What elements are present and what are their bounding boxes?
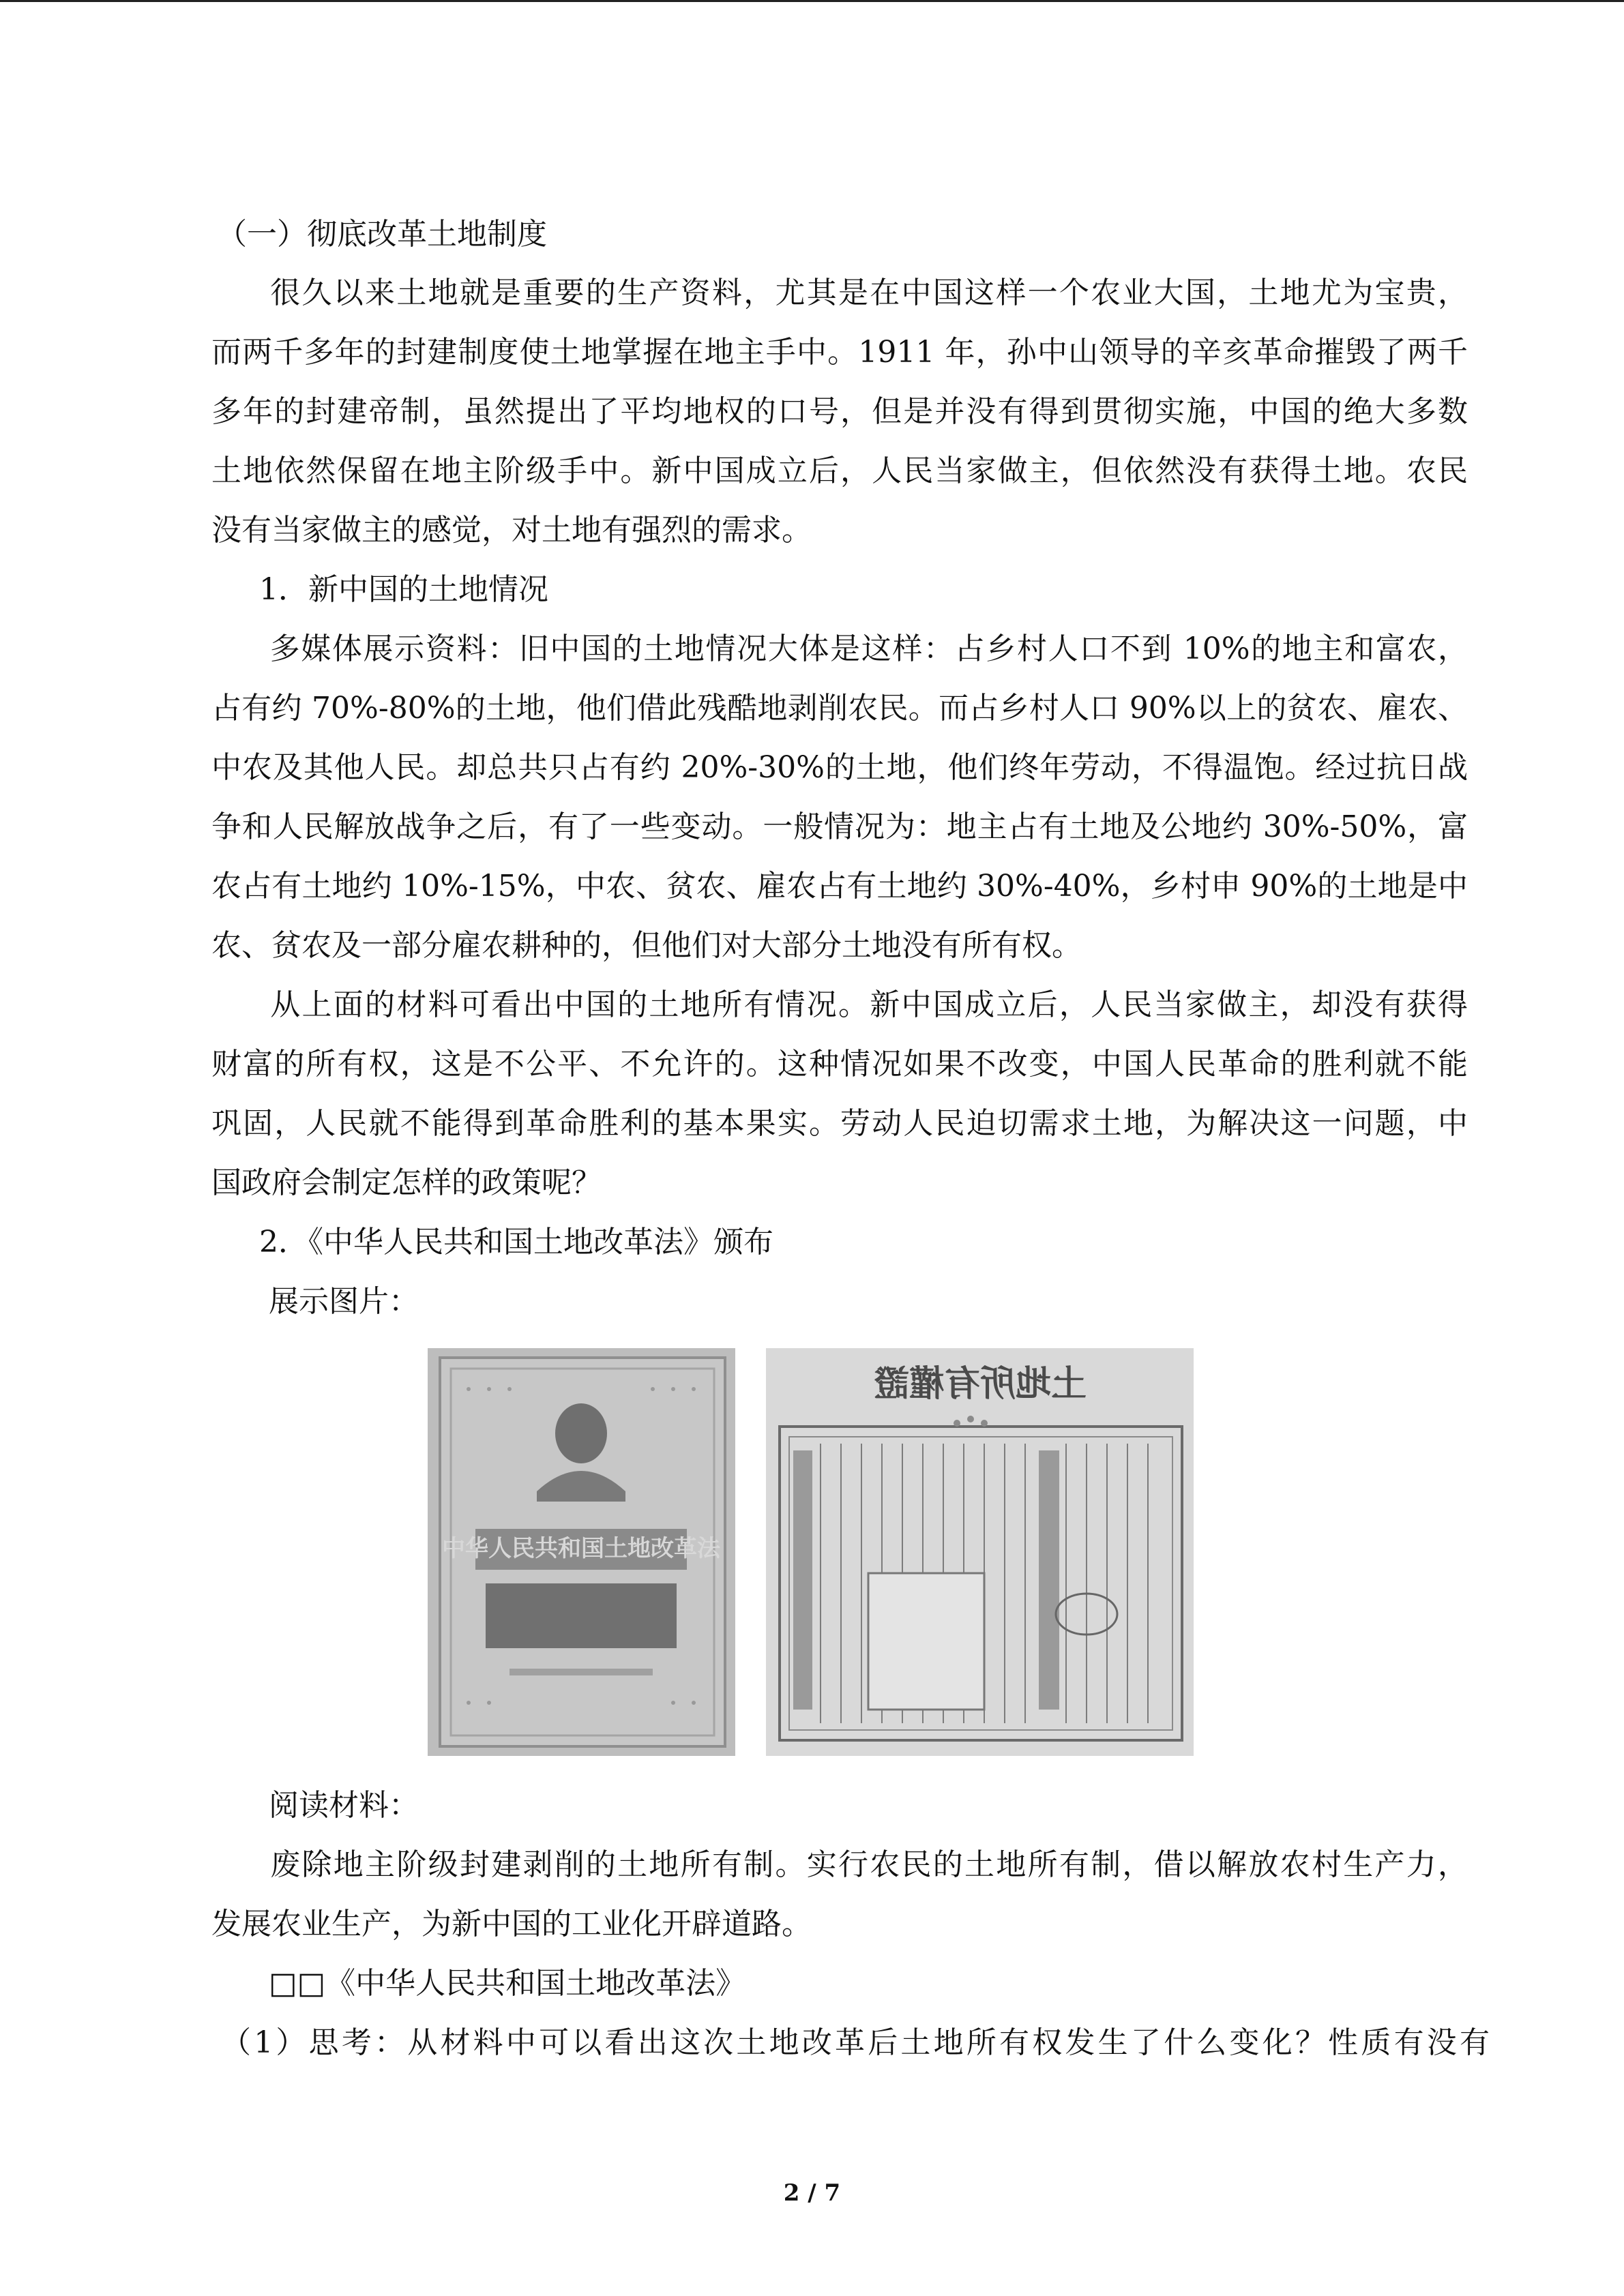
- paragraph-line: 没有当家做主的感觉，对土地有强烈的需求。: [211, 513, 812, 548]
- land-reform-law-book-photo: [428, 1348, 735, 1756]
- paragraph-line: 争和人民解放战争之后，有了一些变动。一般情况为：地主占有土地及公地约 30%-50%，富: [211, 809, 1468, 844]
- paragraph-line: 发展农业生产，为新中国的工业化开辟道路。: [211, 1907, 812, 1941]
- paragraph-line: 中农及其他人民。却总共只占有约 20%-30%的土地，他们终年劳动，不得温饱。经过抗日战: [211, 750, 1468, 785]
- paragraph-line: 占有约 70%-80%的土地，他们借此残酷地剥削农民。而占乡村人口 90%以上的贫农、雇农、: [211, 691, 1468, 726]
- paragraph-line: 农、贫农及一部分雇农耕种的，但他们对大部分土地没有所有权。: [211, 928, 1082, 963]
- page-number: 2 / 7: [783, 2179, 841, 2207]
- paragraph-line: 土地依然保留在地主阶级手中。新中国成立后，人民当家做主，但依然没有获得土地。农民: [211, 453, 1468, 488]
- paragraph-line: 很久以来土地就是重要的生产资料，尤其是在中国这样一个农业大国，土地尤为宝贵，: [269, 275, 1468, 310]
- paragraph-line: 阅读材料：: [269, 1788, 419, 1823]
- paragraph-line: （1）思考：从材料中可以看出这次土地改革后土地所有权发生了什么变化？性质有没有: [221, 2025, 1490, 2060]
- paragraph-line: 而两千多年的封建制度使土地掌握在地主手中。1911 年，孙中山领导的辛亥革命摧毁了两千: [211, 335, 1468, 370]
- paragraph-line: 多媒体展示资料：旧中国的土地情况大体是这样：占乡村人口不到 10%的地主和富农，: [269, 631, 1468, 666]
- paragraph-line: 展示图片：: [269, 1284, 419, 1319]
- paragraph-line: 巩固，人民就不能得到革命胜利的基本果实。劳动人民迫切需求土地，为解决这一问题，中: [211, 1106, 1468, 1141]
- subheading: 2．《中华人民共和国土地改革法》颁布: [259, 1225, 773, 1259]
- paragraph-line: 废除地主阶级封建剥削的土地所有制。实行农民的土地所有制，借以解放农村生产力，: [269, 1847, 1468, 1882]
- paragraph-line: 农占有土地约 10%-15%，中农、贫农、雇农占有土地约 30%-40%，乡村申 90%的土地是中: [211, 869, 1468, 904]
- section-heading: （一）彻底改革土地制度: [217, 217, 547, 252]
- paragraph-line: 多年的封建帝制，虽然提出了平均地权的口号，但是并没有得到贯彻实施，中国的绝大多数: [211, 394, 1468, 429]
- paragraph-line: 国政府会制定怎样的政策呢？: [211, 1165, 602, 1200]
- book-cover-text: 中华人民共和国土地改革法: [442, 1535, 720, 1562]
- paragraph-line: 从上面的材料可看出中国的土地所有情况。新中国成立后，人民当家做主，却没有获得: [269, 987, 1468, 1022]
- subheading: 1．新中国的土地情况: [259, 572, 548, 607]
- paragraph-line: 财富的所有权，这是不公平、不允许的。这种情况如果不改变，中国人民革命的胜利就不能: [211, 1047, 1468, 1082]
- land-ownership-certificate-photo: [766, 1348, 1194, 1756]
- page-top-rule: [0, 0, 1624, 2]
- paragraph-line: □□《中华人民共和国土地改革法》: [269, 1966, 746, 2001]
- certificate-title: 土地所有權證: [873, 1364, 1087, 1405]
